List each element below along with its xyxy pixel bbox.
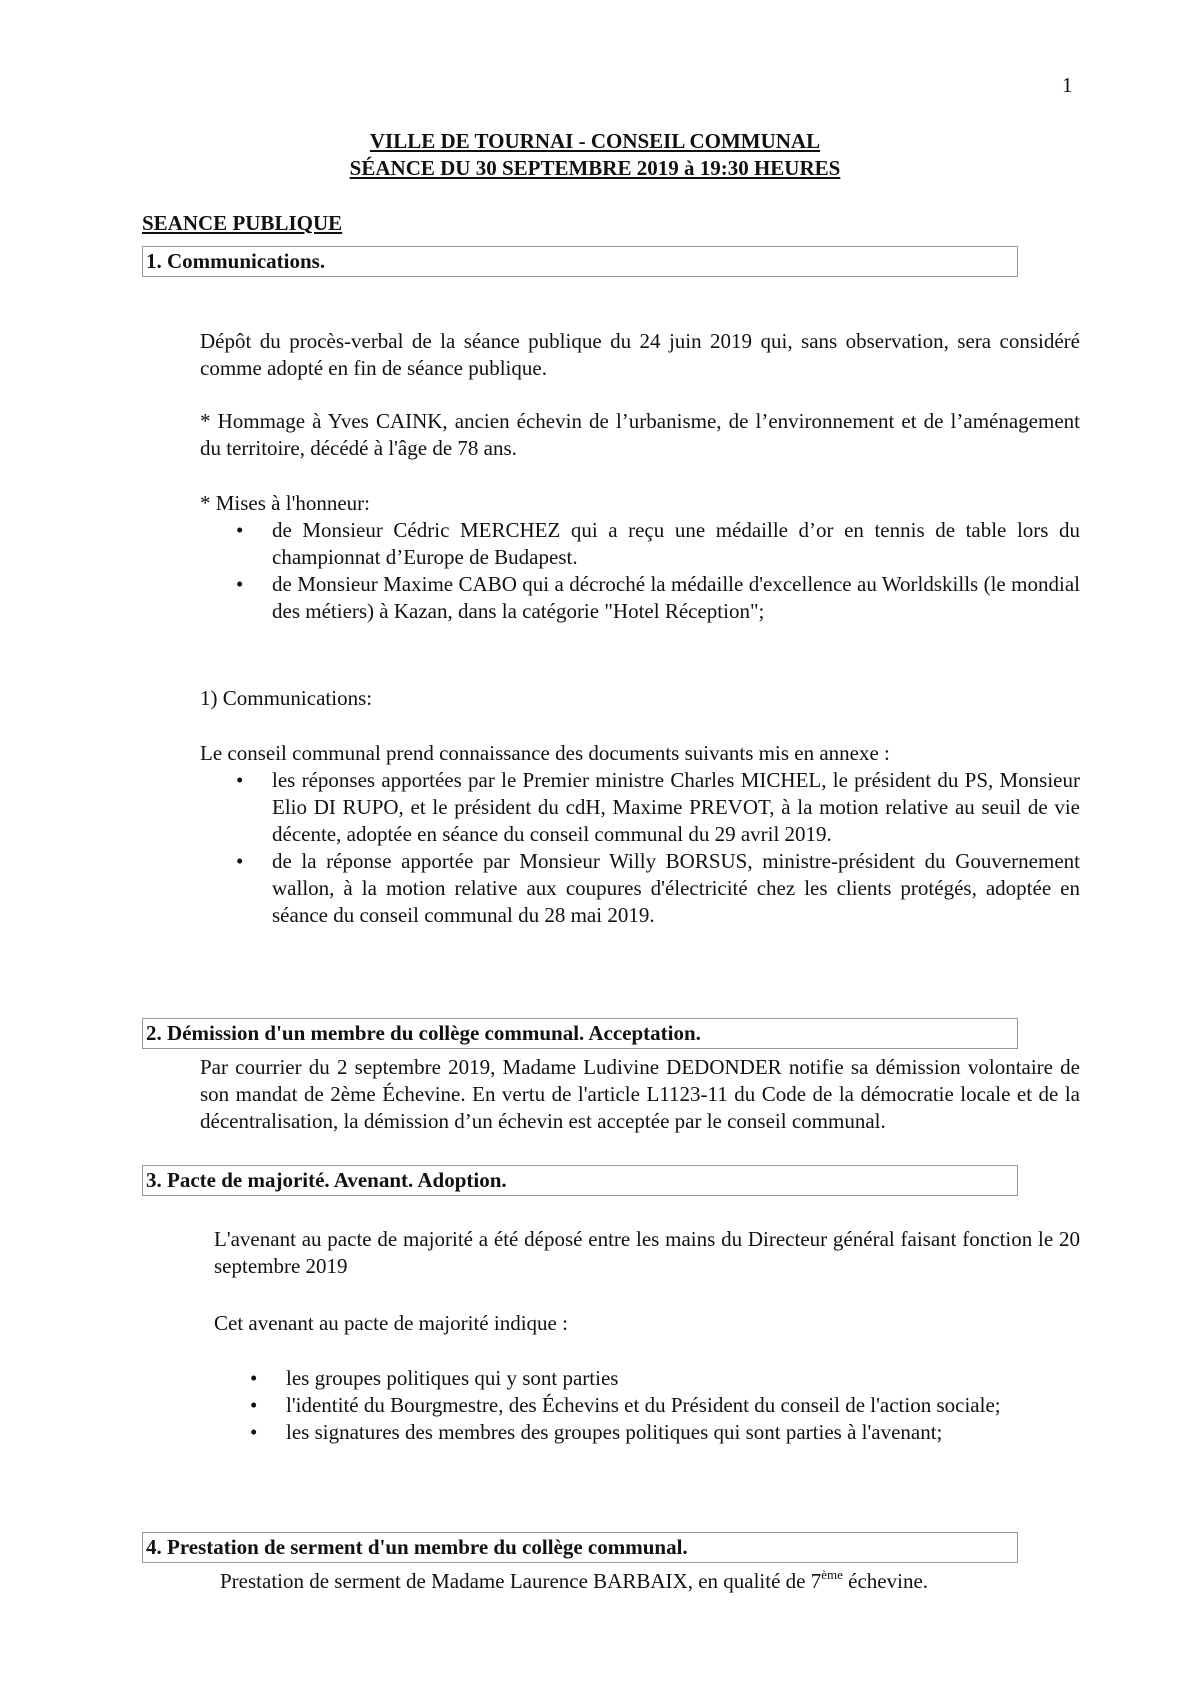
section-4-text: Prestation de serment de Madame Laurence BARBAIX, en qualité de 7 <box>220 1569 822 1593</box>
list-item: • de Monsieur Maxime CABO qui a décroché la médaille d'excellence au Worldskills (le mondial des métiers) à Kazan, dans la catégorie "Hotel Réception"; <box>272 571 1080 625</box>
page-number: 1 <box>1062 73 1073 97</box>
section-1-paragraph-honneur: * Mises à l'honneur: <box>200 491 371 515</box>
ordinal-superscript: ème <box>821 1567 843 1582</box>
section-4-text-end: échevine. <box>842 1569 929 1593</box>
document-title: VILLE DE TOURNAI - CONSEIL COMMUNAL <box>369 129 821 153</box>
section-2-paragraph: Par courrier du 2 septembre 2019, Madame Ludivine DEDONDER notifie sa démission volontaire de son mandat de 2ème Échevine. En vertu de l'article L1123-11 du Code de la démocratie locale et de la décentralisation, la démission d’un échevin est acceptée par le conseil communal. <box>200 1055 1080 1133</box>
section-3-heading: 3. Pacte de majorité. Avenant. Adoption. <box>142 1165 1018 1196</box>
pacte-items-list <box>286 1365 1080 1446</box>
section-1-paragraph-hommage: * Hommage à Yves CAINK, ancien échevin de l’urbanisme, de l’environnement et de l’aménagement du territoire, décédé à l'âge de 78 ans. <box>200 409 1080 460</box>
list-item: • de Monsieur Cédric MERCHEZ qui a reçu une médaille d’or en tennis de table lors du championnat d’Europe de Budapest. <box>272 517 1080 571</box>
honneur-list <box>272 517 1080 625</box>
session-heading: SEANCE PUBLIQUE <box>142 211 343 235</box>
section-4-heading: 4. Prestation de serment d'un membre du collège communal. <box>142 1532 1018 1563</box>
section-1-paragraph-annexe: Le conseil communal prend connaissance des documents suivants mis en annexe : <box>200 741 890 765</box>
list-item: • les groupes politiques qui y sont parties <box>286 1365 1080 1392</box>
list-item: • de la réponse apportée par Monsieur Willy BORSUS, ministre-président du Gouvernement wallon, à la motion relative aux coupures d'électricité chez les clients protégés, adoptée en séance du conseil communal du 28 mai 2019. <box>272 848 1080 929</box>
section-4-paragraph <box>220 1568 1080 1595</box>
section-3-paragraph-indique: Cet avenant au pacte de majorité indique : <box>214 1311 568 1335</box>
section-2-heading: 2. Démission d'un membre du collège communal. Acceptation. <box>142 1018 1018 1049</box>
list-item: • l'identité du Bourgmestre, des Échevins et du Président du conseil de l'action sociale; <box>286 1392 1080 1419</box>
section-3-paragraph-depot: L'avenant au pacte de majorité a été déposé entre les mains du Directeur général faisant fonction le 20 septembre 2019 <box>214 1227 1080 1278</box>
list-item: • les réponses apportées par le Premier ministre Charles MICHEL, le président du PS, Monsieur Elio DI RUPO, et le président du cdH, Maxime PREVOT, à la motion relative au seuil de vie décente, adoptée en séance du conseil communal du 29 avril 2019. <box>272 767 1080 848</box>
documents-list <box>272 767 1080 929</box>
section-1-communications-label: 1) Communications: <box>200 686 373 710</box>
section-1-paragraph-pv: Dépôt du procès-verbal de la séance publique du 24 juin 2019 qui, sans observation, sera considéré comme adopté en fin de séance publique. <box>200 329 1080 380</box>
list-item: • les signatures des membres des groupes politiques qui sont parties à l'avenant; <box>286 1419 1080 1446</box>
session-date-title: SÉANCE DU 30 SEPTEMBRE 2019 à 19:30 HEURES <box>349 156 841 180</box>
section-1-heading: 1. Communications. <box>142 246 1018 277</box>
